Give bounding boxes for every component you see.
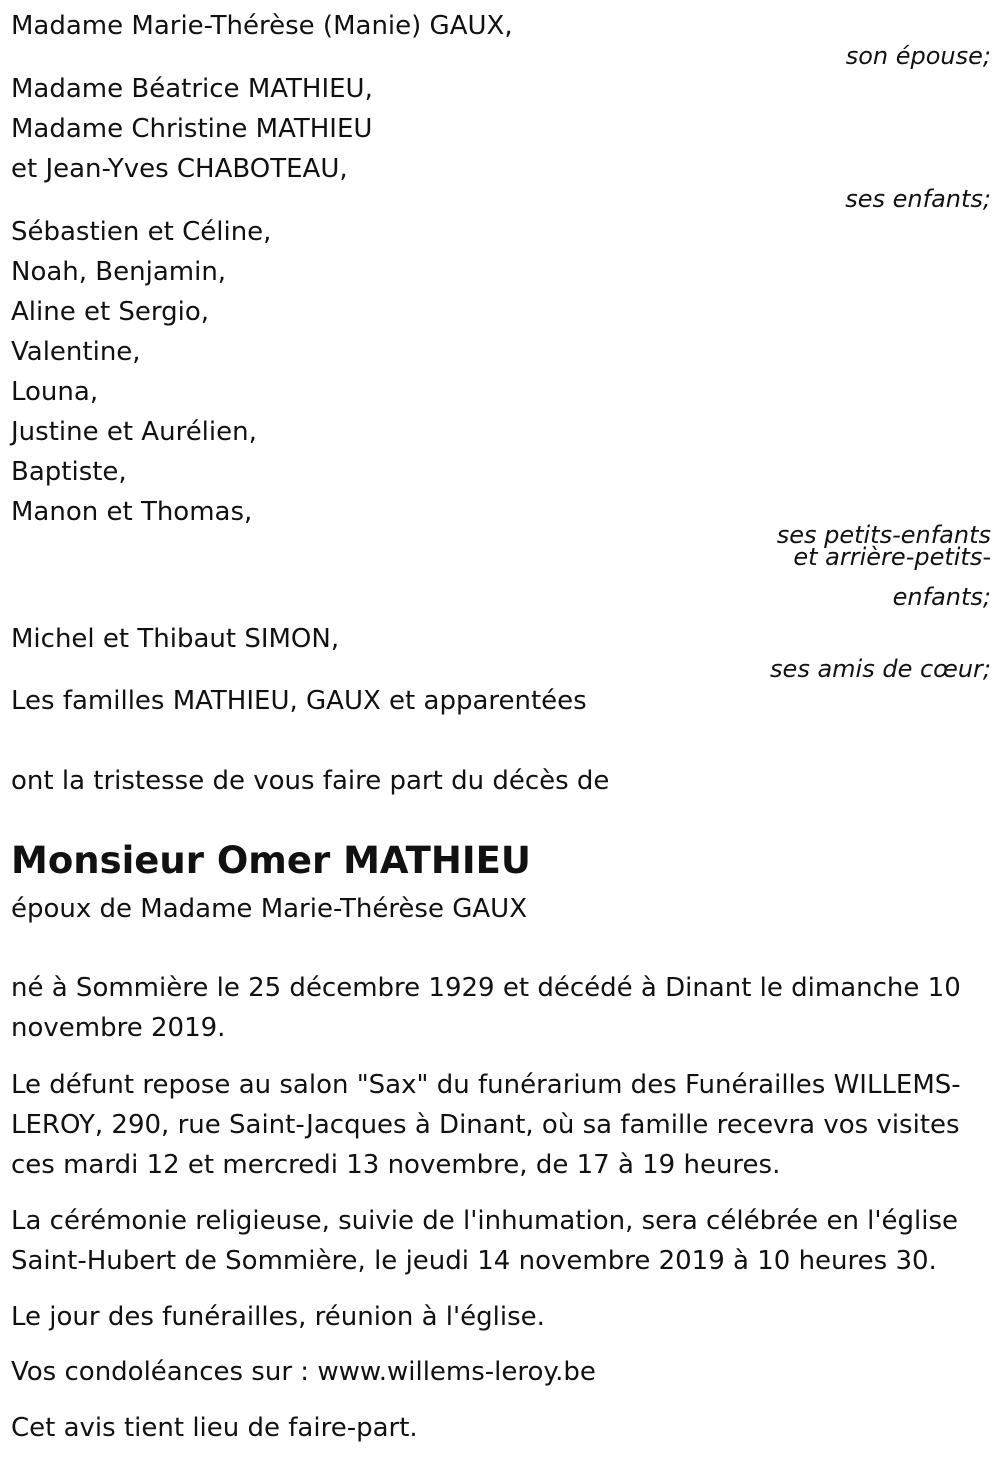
spouse-group xyxy=(11,6,991,68)
spouse-name: Madame Marie-Thérèse (Manie) GAUX, xyxy=(11,11,513,41)
visitation-paragraph: Le défunt repose au salon "Sax" du funérarium des Funérailles WILLEMS-LEROY, 290, rue Saint-Jacques à Dinant, où sa famille recevra vos visites ces mardi 12 et mercredi 13 novembre, de 17 à 19 heures. xyxy=(11,1070,961,1180)
child-name: et Jean-Yves CHABOTEAU, xyxy=(11,154,348,184)
grandchildren-role-line: enfants; xyxy=(892,583,991,611)
friends-name: Michel et Thibaut SIMON, xyxy=(11,624,340,654)
grandchild-name: Manon et Thomas, xyxy=(11,497,253,527)
deceased-subtitle: époux de Madame Marie-Thérèse GAUX xyxy=(11,894,528,924)
grandchild-name: Baptiste, xyxy=(11,457,127,487)
grandchild-name: Justine et Aurélien, xyxy=(11,417,257,447)
grandchildren-role xyxy=(11,521,991,611)
grandchildren-role-line: ses petits-enfants xyxy=(776,521,991,549)
deceased-name: Monsieur Omer MATHIEU xyxy=(11,839,531,882)
birth-death-paragraph: né à Sommière le 25 décembre 1929 et décédé à Dinant le dimanche 10 novembre 2019. xyxy=(11,973,961,1043)
friends-role: ses amis de cœur; xyxy=(770,655,991,683)
grandchild-name: Aline et Sergio, xyxy=(11,297,210,327)
condolences-paragraph: Vos condoléances sur : www.willems-leroy.be xyxy=(11,1357,596,1387)
grandchildren-role-line: et arrière-petits- xyxy=(793,543,991,571)
spouse-role: son épouse; xyxy=(845,42,991,70)
child-name: Madame Béatrice MATHIEU, xyxy=(11,74,373,104)
child-name: Madame Christine MATHIEU xyxy=(11,114,373,144)
ceremony-paragraph: La cérémonie religieuse, suivie de l'inhumation, sera célébrée en l'église Saint-Hubert de Sommière, le jeudi 14 novembre 2019 à 10 heures 30. xyxy=(11,1206,959,1276)
notice-paragraph: Cet avis tient lieu de faire-part. xyxy=(11,1413,418,1443)
friends-group xyxy=(11,619,991,681)
grandchild-name: Louna, xyxy=(11,377,99,407)
obituary-notice xyxy=(11,0,991,1464)
families-line: Les familles MATHIEU, GAUX et apparentées xyxy=(11,686,587,716)
funeral-day-paragraph: Le jour des funérailles, réunion à l'église. xyxy=(11,1302,545,1332)
grandchild-name: Valentine, xyxy=(11,337,141,367)
grandchildren-group xyxy=(11,212,991,532)
children-group xyxy=(11,69,991,211)
children-role: ses enfants; xyxy=(845,185,991,213)
grandchild-name: Sébastien et Céline, xyxy=(11,217,272,247)
announcement-text: ont la tristesse de vous faire part du décès de xyxy=(11,766,610,796)
grandchild-name: Noah, Benjamin, xyxy=(11,257,227,287)
